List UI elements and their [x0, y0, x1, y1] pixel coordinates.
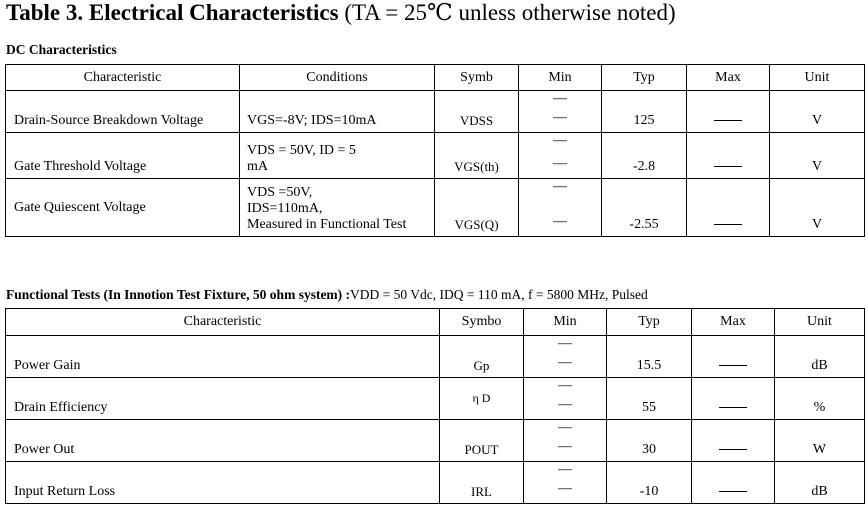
conditions-cell: [240, 179, 435, 237]
symbol-cell: VGS(th): [435, 133, 519, 179]
dc-header-cell: Conditions: [240, 65, 435, 91]
table-row: [6, 133, 865, 179]
max-cell: [687, 133, 770, 179]
min-cell: — —: [524, 462, 607, 504]
symbol-cell: Gp: [440, 336, 524, 378]
condition-line: Measured in Functional Test: [247, 217, 407, 232]
table-row: [6, 462, 865, 504]
unit-cell: %: [775, 378, 865, 420]
ft-header-cell: Typ: [607, 309, 692, 336]
table-row: [6, 91, 865, 133]
dc-heading: [6, 42, 117, 58]
title-rest: (TA = 25℃ unless otherwise noted): [338, 0, 676, 25]
min-cell: — —: [519, 91, 602, 133]
ft-heading-rest: VDD = 50 Vdc, IDQ = 110 mA, f = 5800 MHz, Pulsed: [350, 287, 648, 302]
max-cell: [687, 91, 770, 133]
condition-line: IDS=110mA,: [247, 201, 323, 216]
unit-cell: dB: [775, 462, 865, 504]
characteristic-cell: Gate Quiescent Voltage: [6, 179, 240, 237]
typ-cell: 30: [607, 420, 692, 462]
unit-cell: V: [770, 133, 865, 179]
max-cell: [687, 179, 770, 237]
dc-header-row: [6, 65, 865, 91]
max-dash: [719, 365, 747, 366]
max-cell: [692, 336, 775, 378]
dc-header-cell: Symb: [435, 65, 519, 91]
max-dash: [719, 491, 747, 492]
symbol-cell: POUT: [440, 420, 524, 462]
table-row: [6, 336, 865, 378]
unit-cell: dB: [775, 336, 865, 378]
max-dash: [714, 224, 742, 225]
typ-cell: 55: [607, 378, 692, 420]
typ-cell: 15.5: [607, 336, 692, 378]
characteristic-cell: Power Out: [6, 420, 440, 462]
min-cell: — —: [524, 420, 607, 462]
table-row: [6, 179, 865, 237]
unit-cell: V: [770, 91, 865, 133]
dc-header-cell: Typ: [602, 65, 687, 91]
title-bold: Table 3. Electrical Characteristics: [6, 0, 339, 25]
symbol-cell: VDSS: [435, 91, 519, 133]
max-dash: [719, 449, 747, 450]
symbol-cell: VGS(Q): [435, 179, 519, 237]
max-cell: [692, 462, 775, 504]
min-cell: — —: [519, 133, 602, 179]
max-cell: [692, 420, 775, 462]
max-dash: [714, 120, 742, 121]
ft-heading-bold: Functional Tests (In Innotion Test Fixture, 50 ohm system) :: [6, 287, 351, 302]
typ-cell: -10: [607, 462, 692, 504]
dc-header-cell: Unit: [770, 65, 865, 91]
dc-header-cell: Characteristic: [6, 65, 240, 91]
ft-header-cell: Symbo: [440, 309, 524, 336]
min-cell: — —: [524, 336, 607, 378]
dc-heading-text: DC Characteristics: [6, 42, 117, 57]
ft-header-row: [6, 309, 865, 336]
conditions-cell: [240, 91, 435, 133]
dc-table: [5, 64, 865, 237]
table-row: [6, 420, 865, 462]
typ-cell: -2.8: [602, 133, 687, 179]
ft-header-cell: Characteristic: [6, 309, 440, 336]
max-dash: [714, 166, 742, 167]
ft-header-cell: Min: [524, 309, 607, 336]
ft-header-cell: Max: [692, 309, 775, 336]
max-cell: [692, 378, 775, 420]
characteristic-cell: Input Return Loss: [6, 462, 440, 504]
characteristic-cell: Drain Efficiency: [6, 378, 440, 420]
condition-line: VDS = 50V, ID = 5: [247, 143, 356, 158]
ft-header-cell: Unit: [775, 309, 865, 336]
table-row: [6, 378, 865, 420]
conditions-cell: [240, 133, 435, 179]
unit-cell: V: [770, 179, 865, 237]
min-cell: — —: [519, 179, 602, 237]
unit-cell: W: [775, 420, 865, 462]
ft-heading: [6, 287, 648, 303]
max-dash: [719, 407, 747, 408]
characteristic-cell: Gate Threshold Voltage: [6, 133, 240, 179]
symbol-cell: η D: [440, 378, 524, 420]
condition-line: mA: [247, 159, 268, 174]
min-cell: — —: [524, 378, 607, 420]
typ-cell: -2.55: [602, 179, 687, 237]
characteristic-cell: Power Gain: [6, 336, 440, 378]
symbol-cell: IRL: [440, 462, 524, 504]
dc-header-cell: Max: [687, 65, 770, 91]
condition-line: VGS=-8V; IDS=10mA: [247, 113, 377, 128]
ft-table: [5, 308, 865, 504]
typ-cell: 125: [602, 91, 687, 133]
condition-line: VDS =50V,: [247, 185, 313, 200]
characteristic-cell: Drain-Source Breakdown Voltage: [6, 91, 240, 133]
page-title: [6, 0, 676, 26]
dc-header-cell: Min: [519, 65, 602, 91]
